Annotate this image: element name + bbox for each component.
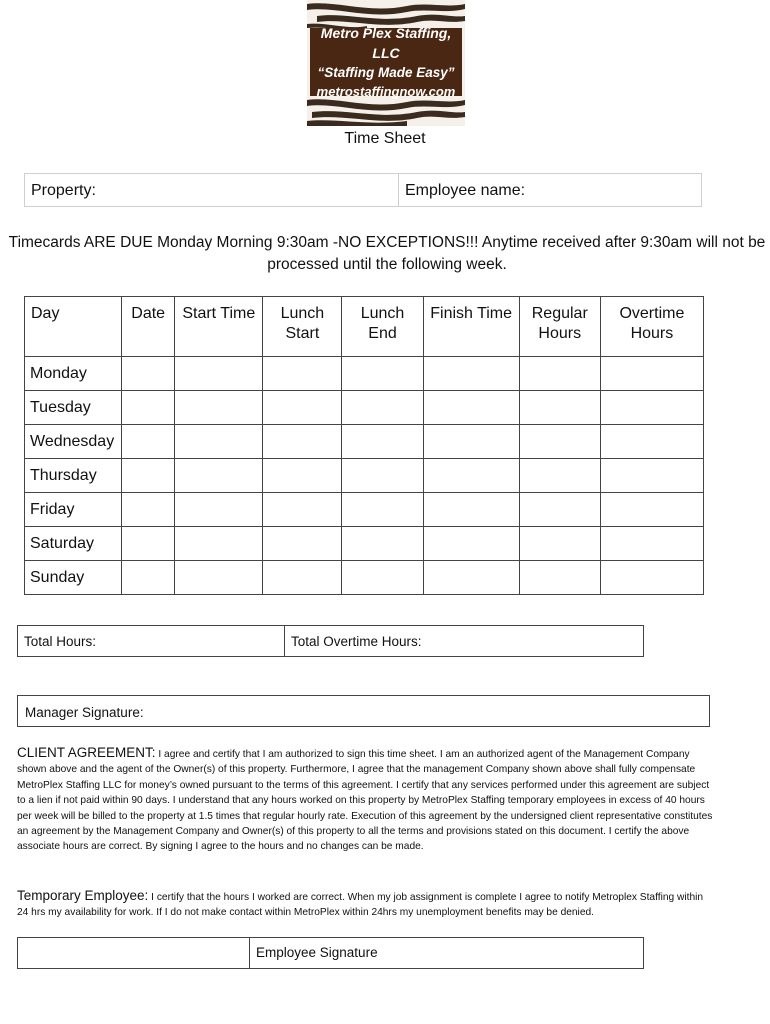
start-time-cell[interactable] xyxy=(175,561,263,595)
header-regular-hours: Regular Hours xyxy=(519,297,600,357)
employee-signature-field[interactable] xyxy=(18,938,250,968)
header-lunch-end: Lunch End xyxy=(342,297,423,357)
day-cell: Thursday xyxy=(25,459,122,493)
page-title: Time Sheet xyxy=(344,130,426,147)
lunch-end-cell[interactable] xyxy=(342,459,423,493)
date-cell[interactable] xyxy=(122,425,175,459)
temporary-employee-body: I certify that the hours I worked are correct. When my job assignment is complete I agree to notify Metroplex Staffing within 24 hrs my availability for work. If I do not make contact within MetroPlex within 24hrs my unemployment benefits may be denied. xyxy=(17,892,704,919)
header-overtime-hours: Overtime Hours xyxy=(600,297,703,357)
manager-signature-field[interactable]: Manager Signature: xyxy=(17,695,710,727)
finish-time-cell[interactable] xyxy=(423,527,519,561)
logo-slogan: “Staffing Made Easy” xyxy=(317,65,455,80)
regular-hours-cell[interactable] xyxy=(519,391,600,425)
lunch-end-cell[interactable] xyxy=(342,493,423,527)
regular-hours-cell[interactable] xyxy=(519,357,600,391)
overtime-hours-cell[interactable] xyxy=(600,357,703,391)
day-cell: Tuesday xyxy=(25,391,122,425)
lunch-start-cell[interactable] xyxy=(263,357,342,391)
finish-time-cell[interactable] xyxy=(423,493,519,527)
header-finish-time: Finish Time xyxy=(423,297,519,357)
client-agreement xyxy=(17,745,717,855)
lunch-end-cell[interactable] xyxy=(342,425,423,459)
overtime-hours-cell[interactable] xyxy=(600,391,703,425)
lunch-start-cell[interactable] xyxy=(263,561,342,595)
total-hours-field[interactable]: Total Hours: xyxy=(18,626,285,656)
header-date: Date xyxy=(122,297,175,357)
lunch-start-cell[interactable] xyxy=(263,391,342,425)
table-header-row xyxy=(25,297,704,357)
start-time-cell[interactable] xyxy=(175,459,263,493)
day-cell: Friday xyxy=(25,493,122,527)
employee-signature-label: Employee Signature xyxy=(256,945,378,960)
table-row xyxy=(25,391,704,425)
due-notice: Timecards ARE DUE Monday Morning 9:30am -NO EXCEPTIONS!!! Anytime received after 9:30am will not be processed until the following week. xyxy=(8,234,766,273)
lunch-start-cell[interactable] xyxy=(263,425,342,459)
lunch-start-cell[interactable] xyxy=(263,493,342,527)
property-employee-box xyxy=(24,173,702,207)
table-row xyxy=(25,459,704,493)
day-cell: Wednesday xyxy=(25,425,122,459)
lunch-end-cell[interactable] xyxy=(342,391,423,425)
finish-time-cell[interactable] xyxy=(423,391,519,425)
lunch-end-cell[interactable] xyxy=(342,561,423,595)
logo-text-box xyxy=(310,25,462,99)
day-cell: Sunday xyxy=(25,561,122,595)
start-time-cell[interactable] xyxy=(175,493,263,527)
header-lunch-start: Lunch Start xyxy=(263,297,342,357)
start-time-cell[interactable] xyxy=(175,391,263,425)
timesheet-table xyxy=(24,296,704,595)
date-cell[interactable] xyxy=(122,561,175,595)
overtime-hours-cell[interactable] xyxy=(600,459,703,493)
date-cell[interactable] xyxy=(122,527,175,561)
logo-company-name: Metro Plex Staffing, LLC xyxy=(320,25,452,61)
finish-time-cell[interactable] xyxy=(423,459,519,493)
logo-website: metrostaffingnow.com xyxy=(316,84,456,99)
employee-signature-box xyxy=(17,937,644,969)
regular-hours-cell[interactable] xyxy=(519,561,600,595)
date-cell[interactable] xyxy=(122,459,175,493)
header-start-time: Start Time xyxy=(175,297,263,357)
overtime-hours-cell[interactable] xyxy=(600,493,703,527)
regular-hours-cell[interactable] xyxy=(519,493,600,527)
regular-hours-cell[interactable] xyxy=(519,527,600,561)
total-overtime-hours-field[interactable]: Total Overtime Hours: xyxy=(291,634,422,649)
employee-name-field[interactable]: Employee name: xyxy=(405,182,526,199)
client-agreement-body: I agree and certify that I am authorized to sign this time sheet. I am an authorized agent of the Management Company shown above and the agent of the Owner(s) of this property. Furthermore, I agree that the management Company shown above shall fully compensate MetroPlex Staffing LLC for money’s owned pursuant to the terms of this agreement. I certify that any services performed under this agreement are subject to a lien if not paid within 90 days. I understand that any hours worked on this property by MetroPlex Staffing temporary employees in excess of 40 hours per week will be billed to the property at 1.5 times that regular hourly rate. Execution of this agreement by the undersigned client representative constitutes an agreement by the Management Company and Owner(s) of this property to all the terms and provisions stated on this document. I certify the above associate hours are correct. By signing I agree to the hours and no changes can be made. xyxy=(17,749,713,853)
finish-time-cell[interactable] xyxy=(423,561,519,595)
finish-time-cell[interactable] xyxy=(423,357,519,391)
date-cell[interactable] xyxy=(122,357,175,391)
day-cell: Monday xyxy=(25,357,122,391)
date-cell[interactable] xyxy=(122,493,175,527)
table-row xyxy=(25,527,704,561)
date-cell[interactable] xyxy=(122,391,175,425)
temporary-employee-heading: Temporary Employee: xyxy=(17,888,149,903)
lunch-start-cell[interactable] xyxy=(263,527,342,561)
overtime-hours-cell[interactable] xyxy=(600,425,703,459)
table-row xyxy=(25,561,704,595)
table-row xyxy=(25,493,704,527)
totals-box xyxy=(17,625,644,657)
regular-hours-cell[interactable] xyxy=(519,425,600,459)
lunch-start-cell[interactable] xyxy=(263,459,342,493)
day-cell: Saturday xyxy=(25,527,122,561)
lunch-end-cell[interactable] xyxy=(342,357,423,391)
company-logo xyxy=(307,0,465,126)
header-day: Day xyxy=(25,297,122,357)
finish-time-cell[interactable] xyxy=(423,425,519,459)
regular-hours-cell[interactable] xyxy=(519,459,600,493)
overtime-hours-cell[interactable] xyxy=(600,561,703,595)
start-time-cell[interactable] xyxy=(175,357,263,391)
start-time-cell[interactable] xyxy=(175,527,263,561)
table-row xyxy=(25,425,704,459)
start-time-cell[interactable] xyxy=(175,425,263,459)
lunch-end-cell[interactable] xyxy=(342,527,423,561)
property-field[interactable]: Property: xyxy=(25,174,399,206)
table-row xyxy=(25,357,704,391)
temporary-employee-statement xyxy=(17,888,717,921)
overtime-hours-cell[interactable] xyxy=(600,527,703,561)
client-agreement-heading: CLIENT AGREEMENT: xyxy=(17,745,156,760)
